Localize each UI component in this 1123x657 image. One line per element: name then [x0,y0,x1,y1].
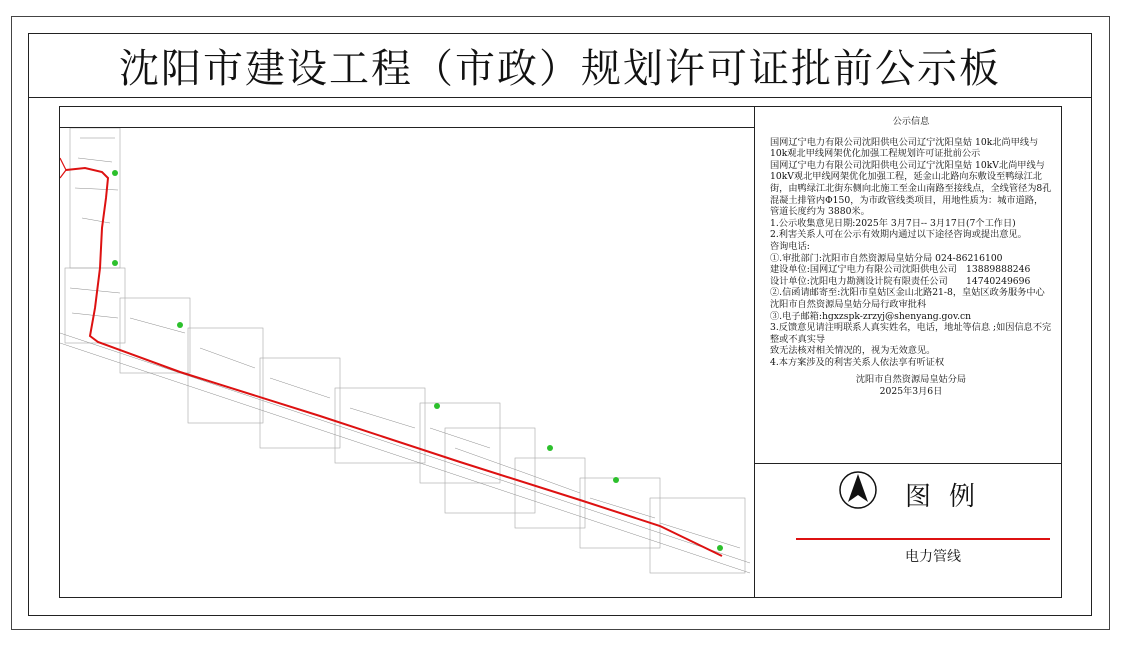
map-tile [650,498,745,573]
notice-line: 致无法核对相关情况的，视为无效意见。 [770,345,936,357]
notice-line: ②.信函请邮寄至:沈阳市皇姑区金山北路21-8，皇姑区政务服务中心沈阳市自然资源局皇姑分局行政审批科 [770,287,1045,310]
vertical-divider [754,106,755,598]
notice-heading: 公示信息 [892,116,930,127]
map-detail [60,138,750,573]
signature-org: 沈阳市自然资源局皇姑分局 [855,374,967,386]
notice-line: 2.利害关系人可在公示有效期内通过以下途径咨询或提出意见。 [770,229,1027,241]
map-marker [434,403,440,409]
legend-power-line-label: 电力管线 [905,549,961,565]
map-header-strip [60,106,754,128]
map-marker [112,260,118,266]
title-bar [29,34,1091,98]
route-map [60,128,754,597]
route-map-drawing [60,128,754,597]
notice-line: 咨询电话: [770,240,810,252]
notice-line: 设计单位:沈阳电力勘测设计院有限责任公司 14740249696 [770,275,1031,287]
page-title: 沈阳市建设工程（市政）规划许可证批前公示板 [119,46,1001,92]
notice-line: 3.反馈意见请注明联系人真实姓名，电话，地址等信息 ;如因信息不完整或不真实导 [770,322,1052,345]
map-marker [112,170,118,176]
notice-panel [770,116,1052,398]
legend-title: 图例 [905,482,994,512]
map-tile [120,298,190,373]
power-line-branch [60,158,66,178]
power-line-route [66,168,722,556]
map-marker [547,445,553,451]
horizontal-divider [755,463,1062,464]
notice-line: 4.本方案涉及的利害关系人依法享有听证权 [770,356,945,368]
green-markers [112,170,723,551]
notice-line: 国网辽宁电力有限公司沈阳供电公司辽宁沈阳皇姑 10kV北尚甲线与10kV观北甲线网架优化加强工程，延金山北路向东敷设至鸭绿江北街，由鸭绿江北街东侧向北施工至金山南路至接线点，全线管径为8孔混凝土排管内Φ150，为市政管线类项目，用地性质为：城市道路，管道长度约为 3880米。 [770,159,1052,218]
signature-date: 2025年3月6日 [879,386,943,398]
notice-line: 1.公示收集意见日期:2025年 3月7日-- 3月17日(7个工作日) [770,217,1016,229]
map-marker [177,322,183,328]
map-tile [260,358,340,448]
notice-line: 建设单位:国网辽宁电力有限公司沈阳供电公司 13889888246 [770,264,1031,276]
map-tiles [65,128,745,573]
map-tile [515,458,585,528]
notice-line: 国网辽宁电力有限公司沈阳供电公司辽宁沈阳皇姑 10k北尚甲线与10k观北甲线网架优化加强工程规划许可证批前公示 [770,136,1039,160]
map-tile [188,328,263,423]
notice-email[interactable]: ③.电子邮箱:hgxzspk-zrzyj@shenyang.gov.cn [770,310,972,322]
notice-line: ①.审批部门:沈阳市自然资源局皇姑分局 024-86216100 [770,252,1003,264]
map-marker [613,477,619,483]
legend-power-line-swatch [796,538,1050,540]
map-marker [717,545,723,551]
map-tile [70,128,120,268]
north-arrow-icon [838,470,878,510]
